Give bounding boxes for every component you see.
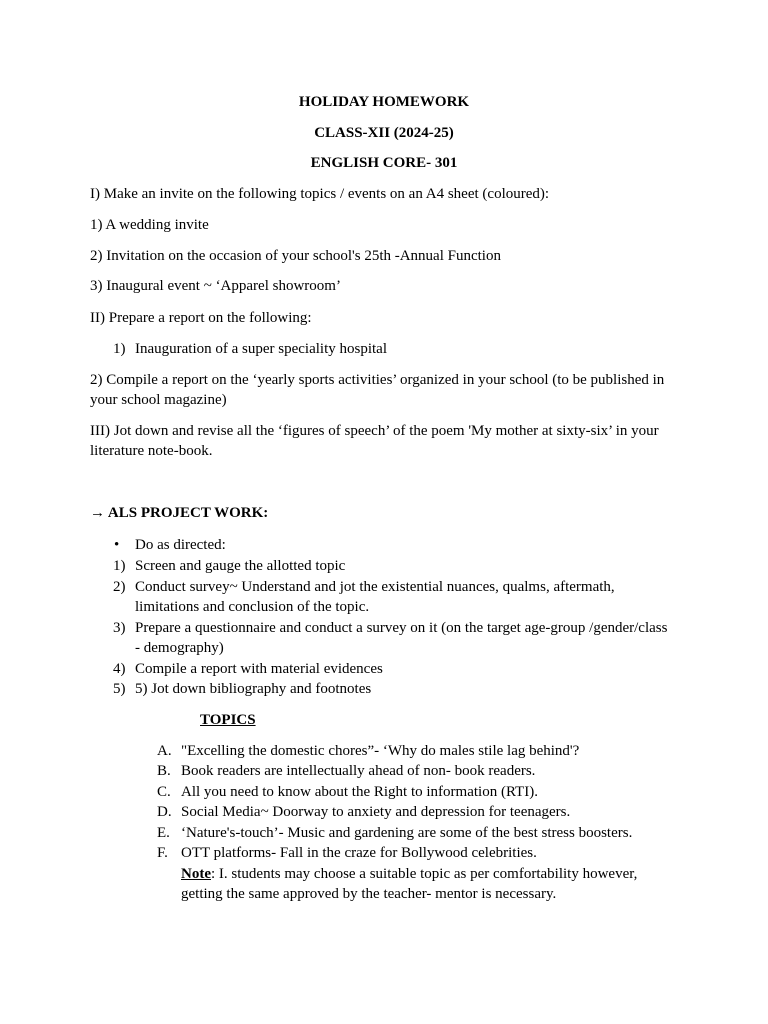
topic-marker: A. xyxy=(157,743,172,759)
section-3-line-2: literature note-book. xyxy=(90,443,213,459)
topics-heading: TOPICS xyxy=(200,712,256,728)
project-heading: → ALS PROJECT WORK: xyxy=(90,505,269,521)
section-1-item: 1) A wedding invite xyxy=(90,217,209,233)
topic-marker: E. xyxy=(157,825,170,841)
step-text: Conduct survey~ Understand and jot the existential nuances, qualms, aftermath, xyxy=(135,579,615,595)
topic-marker: D. xyxy=(157,804,172,820)
section-1-heading: I) Make an invite on the following topics / events on an A4 sheet (coloured): xyxy=(90,186,550,202)
step-text: Prepare a questionnaire and conduct a survey on it (on the target age-group /gender/class xyxy=(135,620,668,636)
step-text-continued: - demography) xyxy=(135,640,224,656)
note-text: : I. students may choose a suitable topic as per comfortability however, xyxy=(211,866,638,882)
step-text: 5) Jot down bibliography and footnotes xyxy=(135,681,372,697)
topic-marker: C. xyxy=(157,784,171,800)
step-text: Screen and gauge the allotted topic xyxy=(135,558,346,574)
note-line-1 xyxy=(181,864,637,884)
document-title: HOLIDAY HOMEWORK xyxy=(298,94,470,110)
topic-text: "Excelling the domestic chores”- ‘Why do males stile lag behind'? xyxy=(181,743,580,759)
topic-text: ‘Nature's-touch’- Music and gardening are some of the best stress boosters. xyxy=(181,825,633,841)
project-bullet-text: Do as directed: xyxy=(135,537,226,553)
topic-text: Social Media~ Doorway to anxiety and depression for teenagers. xyxy=(181,804,571,820)
step-marker: 1) xyxy=(113,558,126,574)
note-label: Note xyxy=(181,866,211,882)
section-3-line-1: III) Jot down and revise all the ‘figures of speech’ of the poem 'My mother at sixty-six’ in your xyxy=(90,423,659,439)
step-marker: 2) xyxy=(113,579,126,595)
step-marker: 3) xyxy=(113,620,126,636)
topic-text: Book readers are intellectually ahead of non- book readers. xyxy=(181,763,536,779)
note-line-2: getting the same approved by the teacher- mentor is necessary. xyxy=(181,886,557,902)
section-1-item: 3) Inaugural event ~ ‘Apparel showroom’ xyxy=(90,278,341,294)
subject-line: ENGLISH CORE- 301 xyxy=(310,155,458,171)
section-1-item: 2) Invitation on the occasion of your school's 25th -Annual Function xyxy=(90,248,501,264)
step-text: Compile a report with material evidences xyxy=(135,661,383,677)
step-text-continued: limitations and conclusion of the topic. xyxy=(135,599,370,615)
bullet-marker: • xyxy=(114,537,120,553)
section-2-heading: II) Prepare a report on the following: xyxy=(90,310,312,326)
topic-marker: F. xyxy=(157,845,168,861)
topic-text: All you need to know about the Right to information (RTI). xyxy=(181,784,538,800)
section-2-item-2-line-2: your school magazine) xyxy=(90,392,227,408)
topic-marker: B. xyxy=(157,763,171,779)
step-marker: 5) xyxy=(113,681,126,697)
class-line: CLASS-XII (2024-25) xyxy=(314,125,454,141)
step-marker: 4) xyxy=(113,661,126,677)
section-2-item-2-line-1: 2) Compile a report on the ‘yearly sports activities’ organized in your school (to be published in xyxy=(90,372,665,388)
list-marker: 1) xyxy=(113,341,126,357)
section-2-sub-item: Inauguration of a super speciality hospital xyxy=(135,341,388,357)
topic-text: OTT platforms- Fall in the craze for Bollywood celebrities. xyxy=(181,845,537,861)
